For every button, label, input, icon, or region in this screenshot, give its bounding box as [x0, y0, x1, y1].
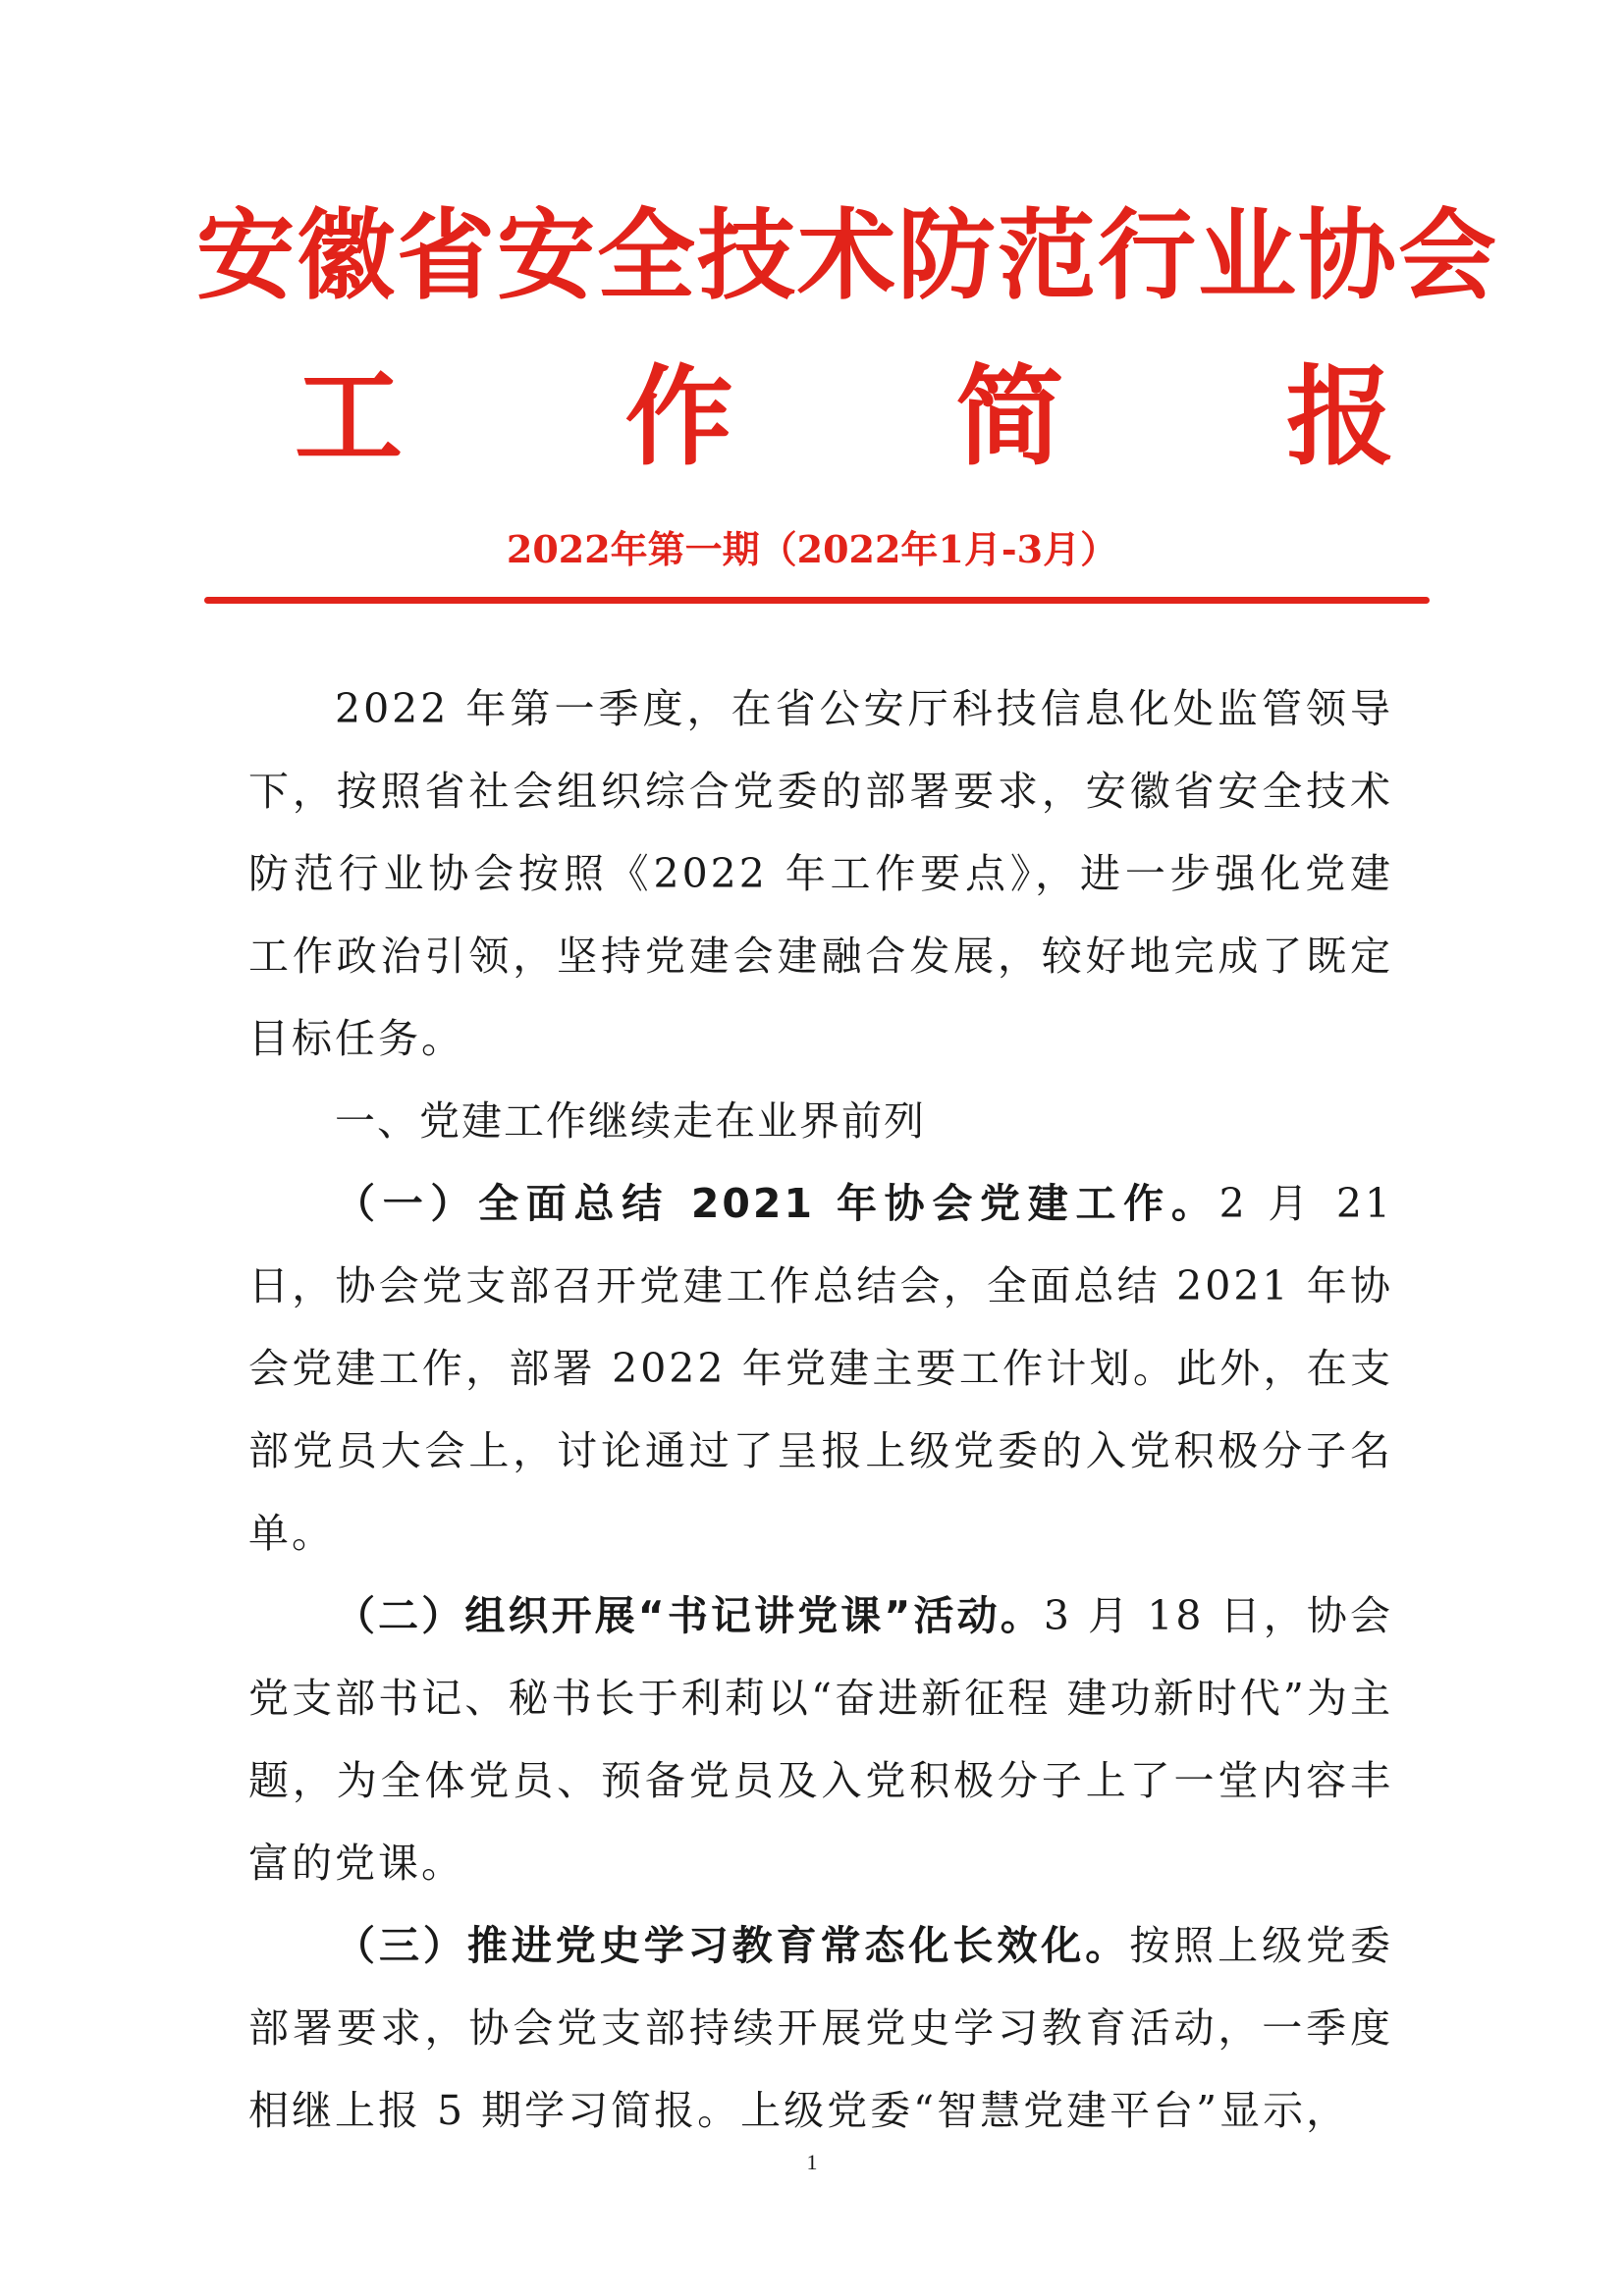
item-text: 按照上级党委部署要求，协会党支部持续开展党史学习教育活动，一季度相继上报 5 期学习简报。上级党委“智慧党建平台”显示，: [248, 1922, 1394, 2134]
item-paragraph: [248, 1904, 1393, 2152]
section-heading: 一、党建工作继续走在业界前列: [335, 1097, 926, 1145]
header-divider: [204, 597, 1430, 604]
item-title: （三）推进党史学习教育常态化长效化。: [335, 1922, 1130, 1969]
page-number: 1: [806, 2150, 818, 2174]
bulletin-title-char: 简: [955, 354, 1064, 480]
issue-number: 2022年第一期（2022年1月-3月）: [506, 527, 1118, 571]
item-text: 2 月 21 日，协会党支部召开党建工作总结会，全面总结 2021 年协会党建工作，部署 2022 年党建主要工作计划。此外，在支部党员大会上，讨论通过了呈报上级党委的入党积极分子名单。: [248, 1180, 1393, 1557]
bulletin-title-char: 作: [624, 354, 733, 480]
item-title: （二）组织开展“书记讲党课”活动。: [335, 1592, 1044, 1639]
item-title: （一）全面总结 2021 年协会党建工作。: [335, 1180, 1219, 1227]
document-body: [248, 667, 1393, 2152]
bulletin-title-char: 报: [1285, 354, 1394, 480]
bulletin-title: [285, 353, 1404, 481]
item-text: 3 月 18 日，协会党支部书记、秘书长于利莉以“奋进新征程 建功新时代”为主题，为全体党员、预备党员及入党积极分子上了一堂内容丰富的党课。: [248, 1592, 1393, 1887]
item-paragraph: [248, 1575, 1393, 1904]
item-paragraph: [248, 1162, 1393, 1575]
bulletin-title-char: 工: [295, 354, 403, 480]
intro-paragraph: 2022 年第一季度，在省公安厅科技信息化处监管领导下，按照省社会组织综合党委的部署要求，安徽省安全技术防范行业协会按照《2022 年工作要点》，进一步强化党建工作政治引领，坚持党建会建融合发展，较好地完成了既定目标任务。: [248, 685, 1393, 1062]
organization-title: 安徽省安全技术防范行业协会: [196, 197, 1498, 313]
